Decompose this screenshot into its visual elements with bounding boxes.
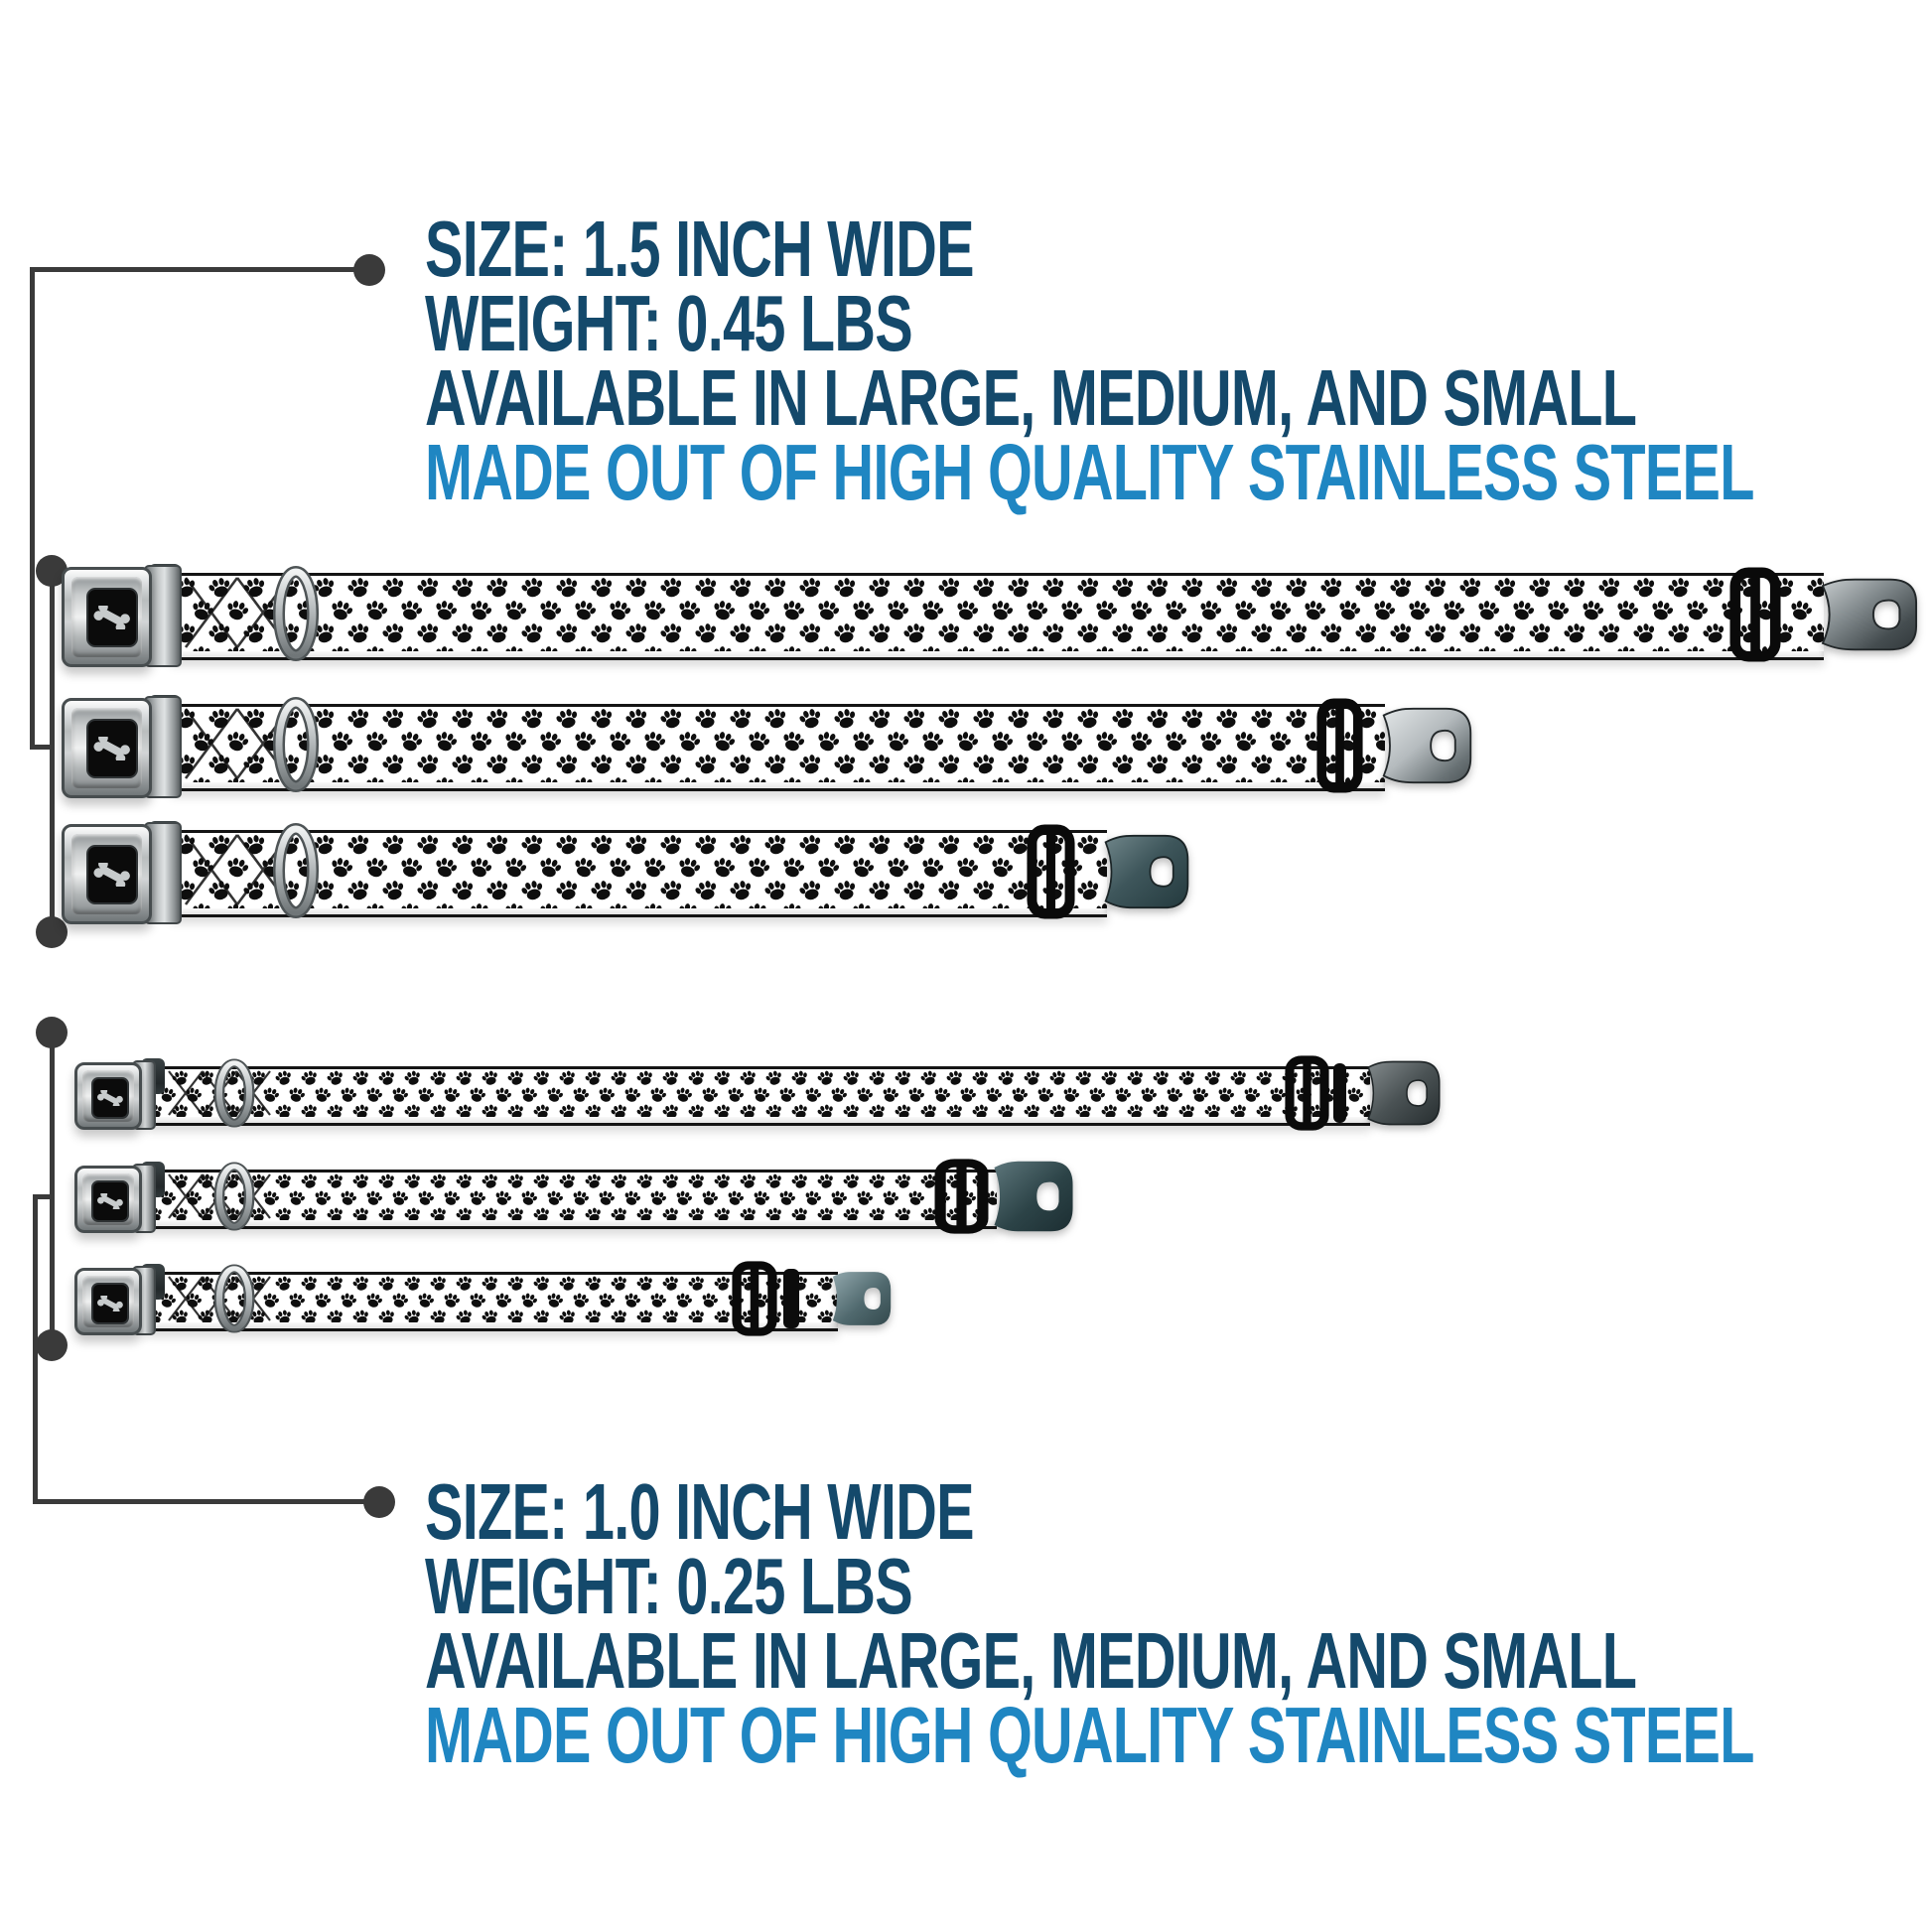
seatbelt-buckle [74, 1062, 142, 1130]
tri-glide-slider [1316, 698, 1363, 793]
d-ring [269, 564, 323, 663]
bone-icon [92, 737, 131, 759]
bone-icon [92, 606, 131, 628]
latch-plate [1366, 1059, 1442, 1127]
bone-icon [96, 1296, 124, 1311]
connector-dot [36, 1329, 68, 1361]
spec-block-narrow [425, 1467, 1932, 1779]
tri-glide-slider [934, 1159, 989, 1234]
spec-block-wide [425, 205, 1932, 516]
seatbelt-buckle [62, 698, 152, 798]
d-ring [269, 695, 323, 794]
latch-plate [992, 1159, 1075, 1234]
buckle-window [91, 1283, 129, 1324]
buckle-window [91, 1180, 129, 1222]
tri-glide-slider [1729, 567, 1781, 662]
seatbelt-buckle [74, 1166, 142, 1233]
seatbelt-buckle [62, 567, 152, 667]
collar-strap [171, 573, 1824, 660]
bone-icon [96, 1193, 124, 1209]
bone-icon [96, 1090, 124, 1106]
seatbelt-buckle [74, 1268, 142, 1335]
paw-print-pattern [144, 1069, 1370, 1117]
d-ring [210, 1161, 258, 1232]
bracket-line [33, 1499, 375, 1504]
seatbelt-buckle [62, 824, 152, 924]
spec-availability: AVAILABLE IN LARGE, MEDIUM, AND SMALL [425, 1616, 1637, 1705]
d-ring [269, 821, 323, 920]
paw-print-pattern [171, 707, 1385, 782]
latch-plate [1381, 706, 1473, 785]
collar-strap [144, 1066, 1370, 1126]
spec-size: SIZE: 1.0 INCH WIDE [425, 1467, 974, 1556]
buckle-window [91, 1077, 129, 1119]
keeper-loop [1333, 1063, 1346, 1123]
buckle-window [86, 588, 138, 647]
connector-dot [36, 916, 68, 948]
bracket-line [50, 571, 55, 932]
buckle-window [86, 719, 138, 778]
spec-weight: WEIGHT: 0.25 LBS [425, 1542, 912, 1630]
paw-print-pattern [171, 576, 1824, 651]
connector-dot [36, 1017, 68, 1048]
bracket-line [30, 267, 359, 272]
tri-glide-slider [732, 1261, 777, 1336]
spec-material: MADE OUT OF HIGH QUALITY STAINLESS STEEL [425, 428, 1754, 516]
tri-glide-slider [1027, 824, 1075, 919]
d-ring [210, 1057, 258, 1129]
collar-strap [171, 704, 1385, 791]
spec-material: MADE OUT OF HIGH QUALITY STAINLESS STEEL [425, 1691, 1754, 1779]
spec-availability: AVAILABLE IN LARGE, MEDIUM, AND SMALL [425, 353, 1637, 442]
d-ring [210, 1263, 258, 1334]
latch-plate [831, 1270, 893, 1327]
bracket-line [30, 267, 35, 748]
keeper-loop [783, 1269, 799, 1328]
tri-glide-slider [1285, 1055, 1329, 1131]
bone-icon [92, 863, 131, 886]
spec-weight: WEIGHT: 0.45 LBS [425, 279, 912, 367]
bracket-line [50, 1033, 55, 1345]
latch-plate [1820, 577, 1919, 652]
spec-size: SIZE: 1.5 INCH WIDE [425, 205, 974, 293]
latch-plate [1103, 833, 1190, 910]
connector-dot [353, 254, 385, 286]
connector-dot [363, 1486, 395, 1518]
buckle-window [86, 845, 138, 904]
